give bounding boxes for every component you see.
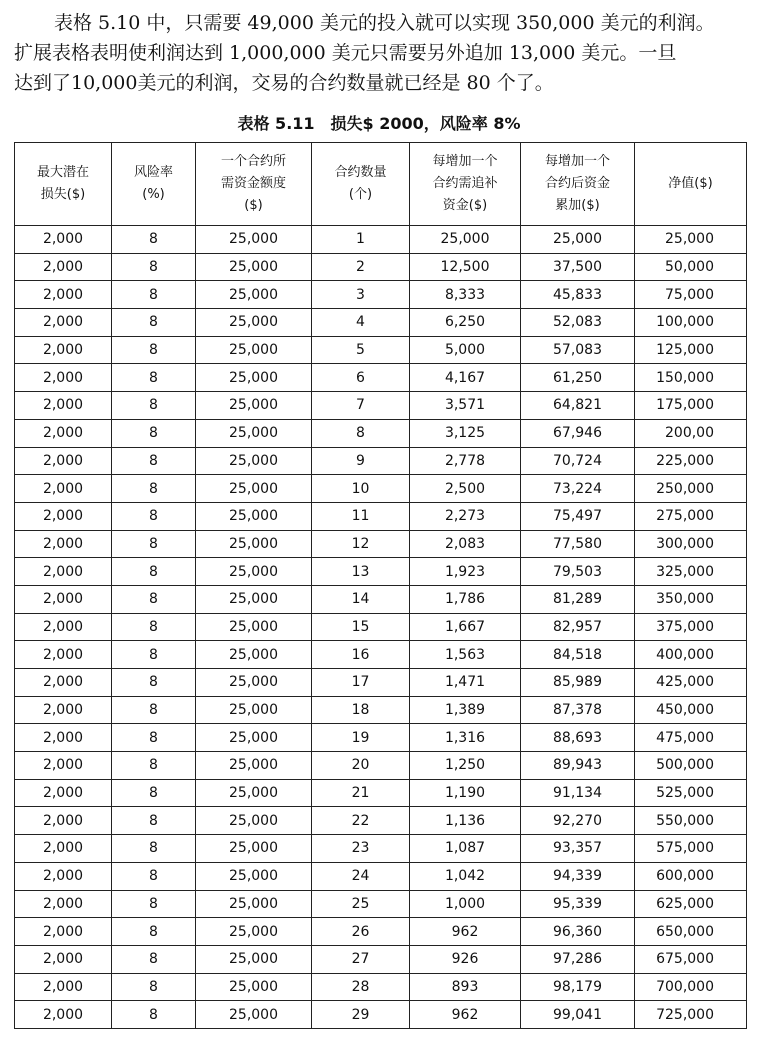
risk-rate-cell: 8 — [112, 862, 196, 890]
table-row — [15, 613, 747, 641]
contract-count-cell: 11 — [312, 502, 410, 530]
max-loss-cell: 2,000 — [15, 502, 112, 530]
header-additional-funds: 每增加一个 合约需追补 资金($) — [410, 143, 521, 226]
additional-funds-cell: 926 — [410, 945, 521, 973]
risk-rate-cell: 8 — [112, 890, 196, 918]
additional-funds-cell: 1,000 — [410, 890, 521, 918]
funds-per-contract-cell: 25,000 — [196, 724, 312, 752]
contract-count-cell: 25 — [312, 890, 410, 918]
intro-paragraph — [14, 8, 749, 98]
net-value-cell: 125,000 — [635, 336, 747, 364]
table-row — [15, 281, 747, 309]
cumulative-funds-cell: 99,041 — [521, 1001, 635, 1029]
funds-per-contract-cell: 25,000 — [196, 1001, 312, 1029]
net-value-cell: 100,000 — [635, 309, 747, 337]
cumulative-funds-cell: 85,989 — [521, 669, 635, 697]
intro-line-3: 达到了10,000美元的利润，交易的合约数量就已经是 80 个了。 — [14, 72, 554, 94]
net-value-cell: 275,000 — [635, 502, 747, 530]
header-funds-per-contract: 一个合约所 需资金额度 ($) — [196, 143, 312, 226]
max-loss-cell: 2,000 — [15, 752, 112, 780]
risk-rate-cell: 8 — [112, 226, 196, 254]
additional-funds-cell: 3,571 — [410, 392, 521, 420]
header-cumulative-funds: 每增加一个 合约后资金 累加($) — [521, 143, 635, 226]
net-value-cell: 350,000 — [635, 585, 747, 613]
net-value-cell: 75,000 — [635, 281, 747, 309]
net-value-cell: 550,000 — [635, 807, 747, 835]
max-loss-cell: 2,000 — [15, 253, 112, 281]
max-loss-cell: 2,000 — [15, 392, 112, 420]
table-row — [15, 475, 747, 503]
risk-rate-cell: 8 — [112, 724, 196, 752]
max-loss-cell: 2,000 — [15, 309, 112, 337]
funds-per-contract-cell: 25,000 — [196, 364, 312, 392]
cumulative-funds-cell: 45,833 — [521, 281, 635, 309]
net-value-cell: 250,000 — [635, 475, 747, 503]
risk-rate-cell: 8 — [112, 613, 196, 641]
funds-per-contract-cell: 25,000 — [196, 890, 312, 918]
table-row — [15, 696, 747, 724]
contract-count-cell: 13 — [312, 558, 410, 586]
max-loss-cell: 2,000 — [15, 226, 112, 254]
risk-rate-cell: 8 — [112, 253, 196, 281]
net-value-cell: 500,000 — [635, 752, 747, 780]
additional-funds-cell: 6,250 — [410, 309, 521, 337]
additional-funds-cell: 1,923 — [410, 558, 521, 586]
funds-per-contract-cell: 25,000 — [196, 752, 312, 780]
net-value-cell: 225,000 — [635, 447, 747, 475]
intro-line-1: 表格 5.10 中，只需要 49,000 美元的投入就可以实现 350,000 美元的利润。 — [54, 12, 715, 34]
table-row — [15, 918, 747, 946]
risk-rate-cell: 8 — [112, 669, 196, 697]
funds-per-contract-cell: 25,000 — [196, 419, 312, 447]
funds-per-contract-cell: 25,000 — [196, 696, 312, 724]
funds-per-contract-cell: 25,000 — [196, 669, 312, 697]
risk-rate-cell: 8 — [112, 835, 196, 863]
cumulative-funds-cell: 96,360 — [521, 918, 635, 946]
risk-rate-cell: 8 — [112, 807, 196, 835]
cumulative-funds-cell: 98,179 — [521, 973, 635, 1001]
net-value-cell: 400,000 — [635, 641, 747, 669]
additional-funds-cell: 1,250 — [410, 752, 521, 780]
contract-count-cell: 24 — [312, 862, 410, 890]
funds-per-contract-cell: 25,000 — [196, 392, 312, 420]
additional-funds-cell: 12,500 — [410, 253, 521, 281]
table-row — [15, 502, 747, 530]
cumulative-funds-cell: 73,224 — [521, 475, 635, 503]
contract-count-cell: 15 — [312, 613, 410, 641]
table-row — [15, 835, 747, 863]
funds-per-contract-cell: 25,000 — [196, 807, 312, 835]
max-loss-cell: 2,000 — [15, 447, 112, 475]
risk-rate-cell: 8 — [112, 779, 196, 807]
cumulative-funds-cell: 91,134 — [521, 779, 635, 807]
table-row — [15, 585, 747, 613]
table-row — [15, 253, 747, 281]
cumulative-funds-cell: 81,289 — [521, 585, 635, 613]
cumulative-funds-cell: 88,693 — [521, 724, 635, 752]
cumulative-funds-cell: 97,286 — [521, 945, 635, 973]
net-value-cell: 450,000 — [635, 696, 747, 724]
additional-funds-cell: 3,125 — [410, 419, 521, 447]
max-loss-cell: 2,000 — [15, 696, 112, 724]
contract-count-cell: 29 — [312, 1001, 410, 1029]
risk-rate-cell: 8 — [112, 336, 196, 364]
cumulative-funds-cell: 92,270 — [521, 807, 635, 835]
max-loss-cell: 2,000 — [15, 835, 112, 863]
risk-rate-cell: 8 — [112, 530, 196, 558]
max-loss-cell: 2,000 — [15, 585, 112, 613]
funds-per-contract-cell: 25,000 — [196, 862, 312, 890]
contract-count-cell: 6 — [312, 364, 410, 392]
additional-funds-cell: 2,083 — [410, 530, 521, 558]
additional-funds-cell: 2,273 — [410, 502, 521, 530]
header-row — [15, 143, 747, 226]
table-row — [15, 226, 747, 254]
table-row — [15, 419, 747, 447]
additional-funds-cell: 4,167 — [410, 364, 521, 392]
net-value-cell: 325,000 — [635, 558, 747, 586]
net-value-cell: 175,000 — [635, 392, 747, 420]
cumulative-funds-cell: 87,378 — [521, 696, 635, 724]
table-row — [15, 724, 747, 752]
contract-count-cell: 2 — [312, 253, 410, 281]
additional-funds-cell: 1,136 — [410, 807, 521, 835]
contract-count-cell: 19 — [312, 724, 410, 752]
contract-count-cell: 22 — [312, 807, 410, 835]
cumulative-funds-cell: 82,957 — [521, 613, 635, 641]
table-row — [15, 890, 747, 918]
contract-count-cell: 9 — [312, 447, 410, 475]
cumulative-funds-cell: 75,497 — [521, 502, 635, 530]
max-loss-cell: 2,000 — [15, 475, 112, 503]
max-loss-cell: 2,000 — [15, 1001, 112, 1029]
risk-rate-cell: 8 — [112, 281, 196, 309]
contract-count-cell: 26 — [312, 918, 410, 946]
max-loss-cell: 2,000 — [15, 945, 112, 973]
max-loss-cell: 2,000 — [15, 973, 112, 1001]
net-value-cell: 675,000 — [635, 945, 747, 973]
risk-rate-cell: 8 — [112, 696, 196, 724]
contract-count-cell: 21 — [312, 779, 410, 807]
contract-count-cell: 14 — [312, 585, 410, 613]
cumulative-funds-cell: 94,339 — [521, 862, 635, 890]
funds-per-contract-cell: 25,000 — [196, 226, 312, 254]
additional-funds-cell: 1,667 — [410, 613, 521, 641]
table-row — [15, 364, 747, 392]
data-table — [14, 142, 747, 1029]
cumulative-funds-cell: 95,339 — [521, 890, 635, 918]
contract-count-cell: 16 — [312, 641, 410, 669]
funds-per-contract-cell: 25,000 — [196, 641, 312, 669]
net-value-cell: 475,000 — [635, 724, 747, 752]
additional-funds-cell: 1,087 — [410, 835, 521, 863]
net-value-cell: 600,000 — [635, 862, 747, 890]
net-value-cell: 725,000 — [635, 1001, 747, 1029]
funds-per-contract-cell: 25,000 — [196, 613, 312, 641]
net-value-cell: 150,000 — [635, 364, 747, 392]
additional-funds-cell: 1,042 — [410, 862, 521, 890]
table-row — [15, 558, 747, 586]
table-row — [15, 807, 747, 835]
max-loss-cell: 2,000 — [15, 918, 112, 946]
cumulative-funds-cell: 52,083 — [521, 309, 635, 337]
table-row — [15, 973, 747, 1001]
table-row — [15, 336, 747, 364]
funds-per-contract-cell: 25,000 — [196, 945, 312, 973]
risk-rate-cell: 8 — [112, 309, 196, 337]
net-value-cell: 625,000 — [635, 890, 747, 918]
table-row — [15, 447, 747, 475]
contract-count-cell: 3 — [312, 281, 410, 309]
net-value-cell: 375,000 — [635, 613, 747, 641]
net-value-cell: 525,000 — [635, 779, 747, 807]
funds-per-contract-cell: 25,000 — [196, 447, 312, 475]
cumulative-funds-cell: 57,083 — [521, 336, 635, 364]
funds-per-contract-cell: 25,000 — [196, 918, 312, 946]
cumulative-funds-cell: 70,724 — [521, 447, 635, 475]
header-max-loss: 最大潜在 损失($) — [15, 143, 112, 226]
risk-rate-cell: 8 — [112, 364, 196, 392]
risk-rate-cell: 8 — [112, 502, 196, 530]
cumulative-funds-cell: 64,821 — [521, 392, 635, 420]
cumulative-funds-cell: 77,580 — [521, 530, 635, 558]
additional-funds-cell: 8,333 — [410, 281, 521, 309]
risk-rate-cell: 8 — [112, 585, 196, 613]
net-value-cell: 575,000 — [635, 835, 747, 863]
funds-per-contract-cell: 25,000 — [196, 336, 312, 364]
risk-rate-cell: 8 — [112, 558, 196, 586]
additional-funds-cell: 1,190 — [410, 779, 521, 807]
risk-rate-cell: 8 — [112, 447, 196, 475]
table-row — [15, 779, 747, 807]
max-loss-cell: 2,000 — [15, 779, 112, 807]
additional-funds-cell: 25,000 — [410, 226, 521, 254]
contract-count-cell: 1 — [312, 226, 410, 254]
max-loss-cell: 2,000 — [15, 419, 112, 447]
additional-funds-cell: 1,786 — [410, 585, 521, 613]
risk-rate-cell: 8 — [112, 475, 196, 503]
cumulative-funds-cell: 89,943 — [521, 752, 635, 780]
funds-per-contract-cell: 25,000 — [196, 585, 312, 613]
table-caption: 表格 5.11 损失$ 2000，风险率 8% — [237, 114, 521, 133]
max-loss-cell: 2,000 — [15, 724, 112, 752]
net-value-cell: 25,000 — [635, 226, 747, 254]
contract-count-cell: 27 — [312, 945, 410, 973]
net-value-cell: 700,000 — [635, 973, 747, 1001]
contract-count-cell: 18 — [312, 696, 410, 724]
intro-line-2: 扩展表格表明使利润达到 1,000,000 美元只需要另外追加 13,000 美元。一旦 — [14, 42, 677, 64]
header-contract-count: 合约数量 (个) — [312, 143, 410, 226]
table-row — [15, 1001, 747, 1029]
contract-count-cell: 23 — [312, 835, 410, 863]
additional-funds-cell: 893 — [410, 973, 521, 1001]
additional-funds-cell: 1,563 — [410, 641, 521, 669]
max-loss-cell: 2,000 — [15, 364, 112, 392]
cumulative-funds-cell: 84,518 — [521, 641, 635, 669]
risk-rate-cell: 8 — [112, 945, 196, 973]
funds-per-contract-cell: 25,000 — [196, 835, 312, 863]
table-row — [15, 669, 747, 697]
table-row — [15, 392, 747, 420]
risk-rate-cell: 8 — [112, 973, 196, 1001]
funds-per-contract-cell: 25,000 — [196, 309, 312, 337]
net-value-cell: 425,000 — [635, 669, 747, 697]
contract-count-cell: 7 — [312, 392, 410, 420]
funds-per-contract-cell: 25,000 — [196, 779, 312, 807]
funds-per-contract-cell: 25,000 — [196, 281, 312, 309]
risk-rate-cell: 8 — [112, 419, 196, 447]
net-value-cell: 200,00 — [635, 419, 747, 447]
additional-funds-cell: 962 — [410, 1001, 521, 1029]
contract-count-cell: 12 — [312, 530, 410, 558]
additional-funds-cell: 1,316 — [410, 724, 521, 752]
risk-rate-cell: 8 — [112, 1001, 196, 1029]
cumulative-funds-cell: 67,946 — [521, 419, 635, 447]
contract-count-cell: 10 — [312, 475, 410, 503]
funds-per-contract-cell: 25,000 — [196, 530, 312, 558]
max-loss-cell: 2,000 — [15, 862, 112, 890]
cumulative-funds-cell: 25,000 — [521, 226, 635, 254]
net-value-cell: 300,000 — [635, 530, 747, 558]
header-net-value: 净值($) — [635, 143, 747, 226]
contract-count-cell: 4 — [312, 309, 410, 337]
contract-count-cell: 17 — [312, 669, 410, 697]
cumulative-funds-cell: 61,250 — [521, 364, 635, 392]
table-row — [15, 752, 747, 780]
cumulative-funds-cell: 37,500 — [521, 253, 635, 281]
net-value-cell: 50,000 — [635, 253, 747, 281]
risk-rate-cell: 8 — [112, 752, 196, 780]
table-row — [15, 641, 747, 669]
table-row — [15, 945, 747, 973]
max-loss-cell: 2,000 — [15, 558, 112, 586]
table-row — [15, 309, 747, 337]
contract-count-cell: 8 — [312, 419, 410, 447]
max-loss-cell: 2,000 — [15, 336, 112, 364]
risk-rate-cell: 8 — [112, 641, 196, 669]
max-loss-cell: 2,000 — [15, 890, 112, 918]
funds-per-contract-cell: 25,000 — [196, 475, 312, 503]
max-loss-cell: 2,000 — [15, 613, 112, 641]
table-body — [15, 226, 747, 1029]
max-loss-cell: 2,000 — [15, 669, 112, 697]
funds-per-contract-cell: 25,000 — [196, 973, 312, 1001]
contract-count-cell: 20 — [312, 752, 410, 780]
funds-per-contract-cell: 25,000 — [196, 253, 312, 281]
net-value-cell: 650,000 — [635, 918, 747, 946]
max-loss-cell: 2,000 — [15, 641, 112, 669]
risk-rate-cell: 8 — [112, 392, 196, 420]
table-row — [15, 862, 747, 890]
additional-funds-cell: 2,778 — [410, 447, 521, 475]
max-loss-cell: 2,000 — [15, 807, 112, 835]
additional-funds-cell: 1,389 — [410, 696, 521, 724]
additional-funds-cell: 2,500 — [410, 475, 521, 503]
table-row — [15, 530, 747, 558]
additional-funds-cell: 962 — [410, 918, 521, 946]
additional-funds-cell: 5,000 — [410, 336, 521, 364]
funds-per-contract-cell: 25,000 — [196, 502, 312, 530]
max-loss-cell: 2,000 — [15, 530, 112, 558]
cumulative-funds-cell: 93,357 — [521, 835, 635, 863]
risk-rate-cell: 8 — [112, 918, 196, 946]
contract-count-cell: 5 — [312, 336, 410, 364]
contract-count-cell: 28 — [312, 973, 410, 1001]
header-risk-rate: 风险率 (%) — [112, 143, 196, 226]
additional-funds-cell: 1,471 — [410, 669, 521, 697]
funds-per-contract-cell: 25,000 — [196, 558, 312, 586]
cumulative-funds-cell: 79,503 — [521, 558, 635, 586]
max-loss-cell: 2,000 — [15, 281, 112, 309]
